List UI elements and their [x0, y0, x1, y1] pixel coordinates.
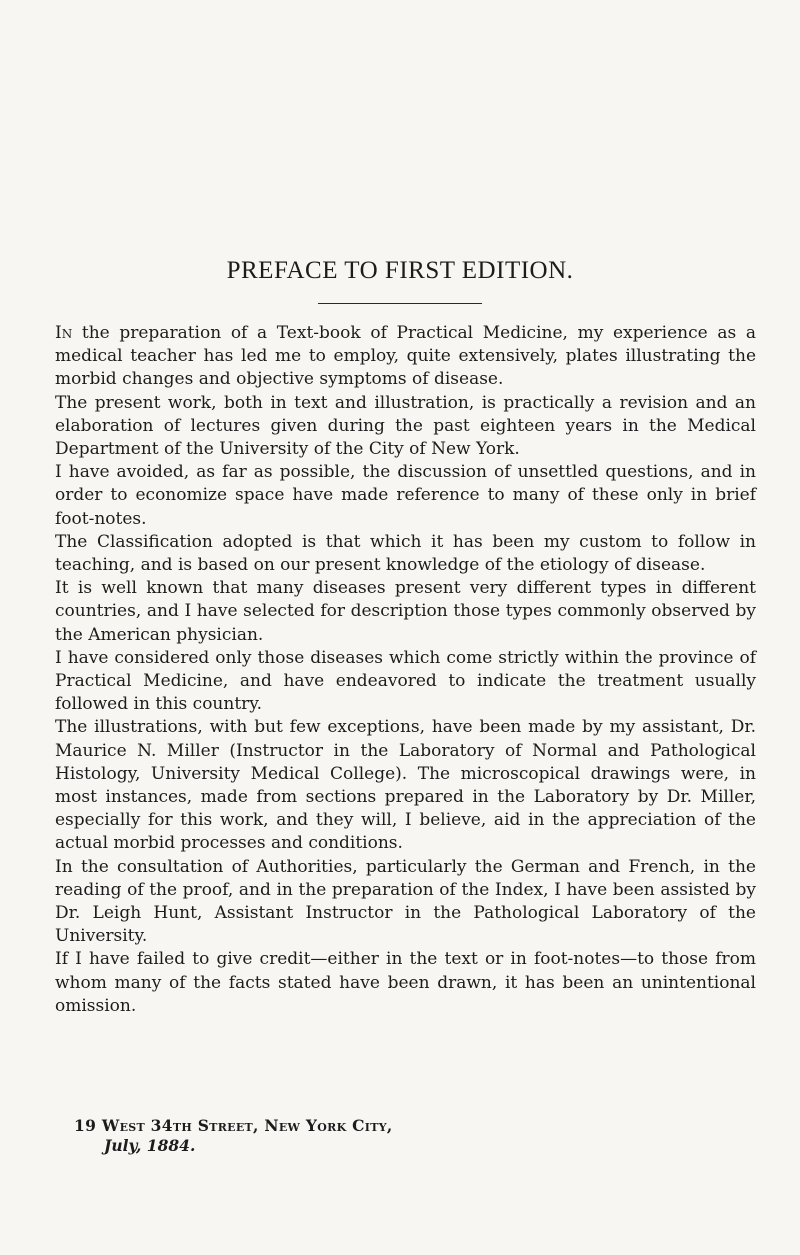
paragraph-lead-word: In: [55, 323, 73, 343]
page-title: PREFACE TO FIRST EDITION.: [226, 257, 574, 284]
title-divider: [318, 303, 482, 304]
paragraph: I have avoided, as far as possible, the discussion of unsettled questions, and in order to economize space have made reference to many of these only in brief foot-notes.: [55, 462, 756, 529]
signoff: [74, 1116, 574, 1156]
preface-body: [55, 322, 756, 1018]
paragraph: In the consultation of Authorities, particularly the German and French, in the reading of the proof, and in the preparation of the Index, I have been assisted by Dr. Leigh Hunt, Assistant Instructor in the Pathological Laboratory of the University.: [55, 856, 756, 947]
signoff-address: 19 West 34th Street, New York City,: [74, 1116, 393, 1135]
paragraph: The Classification adopted is that which it has been my custom to follow in teaching, and is based on our present knowledge of the etiology of disease.: [55, 531, 756, 576]
paragraph-text: the preparation of a Text-book of Practical Medicine, my experience as a medical teacher has led me to employ, quite extensively, plates illustrating the morbid changes and objective symptoms of disease.: [55, 323, 756, 390]
paragraph: The present work, both in text and illustration, is practically a revision and an elaboration of lectures given during the past eighteen years in the Medical Department of the University of the City of New York.: [55, 392, 756, 460]
paragraph: I have considered only those diseases which come strictly within the province of Practical Medicine, and have endeavored to indicate the treatment usually followed in this country.: [55, 647, 756, 715]
paragraph: It is well known that many diseases present very different types in different countries, and I have selected for description those types commonly observed by the American physician.: [55, 578, 756, 645]
signoff-date: July, 1884.: [104, 1136, 196, 1155]
paragraph: The illustrations, with but few exceptions, have been made by my assistant, Dr. Maurice N. Miller (Instructor in the Laboratory of Normal and Pathological Histology, University Medical College). The microscopical drawings were, in most instances, made from sections prepared in the Laboratory by Dr. Miller, especially for this work, and they will, I believe, aid in the appreciation of the actual morbid processes and conditions.: [55, 717, 756, 854]
paragraph: If I have failed to give credit—either in the text or in foot-notes—to those from whom many of the facts stated have been drawn, it has been an unintentional omission.: [55, 949, 756, 1016]
paragraph: [55, 322, 756, 392]
